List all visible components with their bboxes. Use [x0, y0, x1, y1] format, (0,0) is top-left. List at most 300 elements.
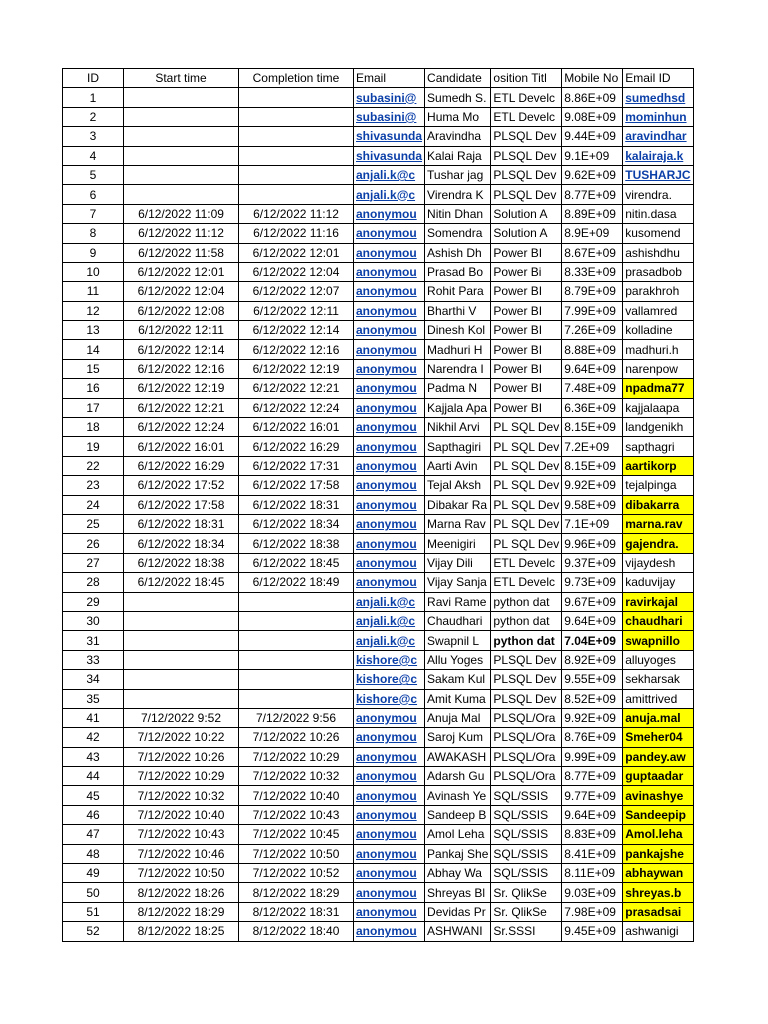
cell-position-title[interactable]: Sr. QlikSe	[491, 902, 562, 921]
cell-start-time[interactable]: 7/12/2022 10:29	[124, 767, 239, 786]
cell-completion-time[interactable]: 7/12/2022 10:26	[239, 728, 354, 747]
cell-candidate[interactable]: Dibakar Ra	[425, 495, 491, 514]
cell-email[interactable]: anonymou	[354, 340, 425, 359]
cell-start-time[interactable]	[124, 689, 239, 708]
cell-email[interactable]: anonymou	[354, 282, 425, 301]
cell-completion-time[interactable]	[239, 670, 354, 689]
cell-mobile-no[interactable]: 8.79E+09	[562, 282, 623, 301]
cell-mobile-no[interactable]: 9.64E+09	[562, 805, 623, 824]
cell-position-title[interactable]: PL SQL Dev	[491, 437, 562, 456]
header-candidate[interactable]: Candidate	[425, 69, 491, 88]
cell-email[interactable]: anonymou	[354, 204, 425, 223]
cell-completion-time[interactable]: 7/12/2022 10:45	[239, 825, 354, 844]
table-row[interactable]	[63, 631, 694, 650]
cell-start-time[interactable]: 6/12/2022 12:24	[124, 418, 239, 437]
cell-completion-time[interactable]	[239, 631, 354, 650]
cell-email[interactable]: anonymou	[354, 553, 425, 572]
cell-email-id[interactable]: aravindhar	[623, 127, 693, 146]
cell-start-time[interactable]: 6/12/2022 12:01	[124, 262, 239, 281]
cell-start-time[interactable]: 6/12/2022 11:12	[124, 224, 239, 243]
cell-start-time[interactable]: 6/12/2022 12:16	[124, 359, 239, 378]
cell-candidate[interactable]: Sumedh S.	[425, 88, 491, 107]
cell-email-id[interactable]: kusomend	[623, 224, 693, 243]
table-row[interactable]	[63, 379, 694, 398]
cell-mobile-no[interactable]: 9.44E+09	[562, 127, 623, 146]
cell-id[interactable]: 44	[63, 767, 124, 786]
cell-position-title[interactable]: SQL/SSIS	[491, 805, 562, 824]
header-start-time[interactable]: Start time	[124, 69, 239, 88]
cell-start-time[interactable]: 6/12/2022 18:31	[124, 514, 239, 533]
cell-position-title[interactable]: ETL Develc	[491, 573, 562, 592]
cell-id[interactable]: 13	[63, 321, 124, 340]
cell-completion-time[interactable]: 8/12/2022 18:29	[239, 883, 354, 902]
cell-mobile-no[interactable]: 9.55E+09	[562, 670, 623, 689]
cell-start-time[interactable]: 7/12/2022 10:26	[124, 747, 239, 766]
cell-id[interactable]: 35	[63, 689, 124, 708]
cell-id[interactable]: 10	[63, 262, 124, 281]
cell-completion-time[interactable]: 7/12/2022 10:40	[239, 786, 354, 805]
cell-email[interactable]: anonymou	[354, 398, 425, 417]
cell-candidate[interactable]: Bharthi V	[425, 301, 491, 320]
cell-email-id[interactable]: kolladine	[623, 321, 693, 340]
cell-start-time[interactable]: 6/12/2022 17:58	[124, 495, 239, 514]
cell-start-time[interactable]: 7/12/2022 10:22	[124, 728, 239, 747]
cell-email[interactable]: anonymou	[354, 786, 425, 805]
cell-completion-time[interactable]: 6/12/2022 11:16	[239, 224, 354, 243]
cell-email[interactable]: anonymou	[354, 379, 425, 398]
cell-start-time[interactable]: 6/12/2022 16:01	[124, 437, 239, 456]
cell-start-time[interactable]	[124, 592, 239, 611]
cell-email[interactable]: anonymou	[354, 844, 425, 863]
cell-id[interactable]: 43	[63, 747, 124, 766]
table-row[interactable]	[63, 437, 694, 456]
cell-candidate[interactable]: Allu Yoges	[425, 650, 491, 669]
cell-email-id[interactable]: parakhroh	[623, 282, 693, 301]
table-row[interactable]	[63, 262, 694, 281]
cell-mobile-no[interactable]: 7.2E+09	[562, 437, 623, 456]
cell-start-time[interactable]	[124, 146, 239, 165]
table-row[interactable]	[63, 204, 694, 223]
cell-email[interactable]: anjali.k@c	[354, 165, 425, 184]
cell-start-time[interactable]: 6/12/2022 12:14	[124, 340, 239, 359]
cell-completion-time[interactable]: 6/12/2022 16:29	[239, 437, 354, 456]
table-row[interactable]	[63, 534, 694, 553]
cell-email[interactable]: anonymou	[354, 573, 425, 592]
table-row[interactable]	[63, 321, 694, 340]
cell-completion-time[interactable]: 6/12/2022 18:34	[239, 514, 354, 533]
cell-candidate[interactable]: Huma Mo	[425, 107, 491, 126]
cell-id[interactable]: 6	[63, 185, 124, 204]
cell-position-title[interactable]: SQL/SSIS	[491, 844, 562, 863]
cell-start-time[interactable]: 6/12/2022 12:04	[124, 282, 239, 301]
cell-email-id[interactable]: aartikorp	[623, 456, 693, 475]
cell-candidate[interactable]: Tushar jag	[425, 165, 491, 184]
cell-completion-time[interactable]: 6/12/2022 12:16	[239, 340, 354, 359]
cell-mobile-no[interactable]: 9.96E+09	[562, 534, 623, 553]
cell-start-time[interactable]: 7/12/2022 10:43	[124, 825, 239, 844]
cell-position-title[interactable]: PLSQL Dev	[491, 185, 562, 204]
table-row[interactable]	[63, 805, 694, 824]
cell-email-id[interactable]: Sandeepip	[623, 805, 693, 824]
cell-completion-time[interactable]: 6/12/2022 12:04	[239, 262, 354, 281]
table-row[interactable]	[63, 592, 694, 611]
cell-mobile-no[interactable]: 8.41E+09	[562, 844, 623, 863]
cell-position-title[interactable]: python dat	[491, 592, 562, 611]
cell-email[interactable]: subasini@	[354, 107, 425, 126]
table-row[interactable]	[63, 127, 694, 146]
cell-mobile-no[interactable]: 8.67E+09	[562, 243, 623, 262]
cell-position-title[interactable]: PLSQL Dev	[491, 146, 562, 165]
cell-candidate[interactable]: Pankaj She	[425, 844, 491, 863]
cell-email-id[interactable]: madhuri.h	[623, 340, 693, 359]
table-row[interactable]	[63, 185, 694, 204]
cell-email-id[interactable]: TUSHARJC	[623, 165, 693, 184]
cell-id[interactable]: 14	[63, 340, 124, 359]
cell-email[interactable]: anonymou	[354, 224, 425, 243]
cell-candidate[interactable]: Virendra K	[425, 185, 491, 204]
cell-mobile-no[interactable]: 8.76E+09	[562, 728, 623, 747]
cell-completion-time[interactable]	[239, 650, 354, 669]
cell-candidate[interactable]: Shreyas Bl	[425, 883, 491, 902]
header-email-id[interactable]: Email ID	[623, 69, 693, 88]
table-row[interactable]	[63, 514, 694, 533]
cell-candidate[interactable]: Adarsh Gu	[425, 767, 491, 786]
cell-candidate[interactable]: Devidas Pr	[425, 902, 491, 921]
cell-id[interactable]: 50	[63, 883, 124, 902]
cell-completion-time[interactable]: 6/12/2022 18:45	[239, 553, 354, 572]
cell-start-time[interactable]: 6/12/2022 16:29	[124, 456, 239, 475]
table-row[interactable]	[63, 767, 694, 786]
table-row[interactable]	[63, 456, 694, 475]
cell-email-id[interactable]: anuja.mal	[623, 708, 693, 727]
cell-email[interactable]: anonymou	[354, 301, 425, 320]
cell-completion-time[interactable]: 6/12/2022 16:01	[239, 418, 354, 437]
cell-mobile-no[interactable]: 8.77E+09	[562, 185, 623, 204]
cell-mobile-no[interactable]: 9.92E+09	[562, 476, 623, 495]
cell-candidate[interactable]: Anuja Mal	[425, 708, 491, 727]
cell-candidate[interactable]: Abhay Wa	[425, 864, 491, 883]
table-row[interactable]	[63, 728, 694, 747]
cell-email[interactable]: shivasunda	[354, 146, 425, 165]
cell-completion-time[interactable]: 7/12/2022 10:50	[239, 844, 354, 863]
cell-email[interactable]: anonymou	[354, 476, 425, 495]
cell-candidate[interactable]: Somendra	[425, 224, 491, 243]
table-row[interactable]	[63, 573, 694, 592]
cell-start-time[interactable]: 7/12/2022 10:46	[124, 844, 239, 863]
cell-start-time[interactable]	[124, 107, 239, 126]
table-row[interactable]	[63, 146, 694, 165]
table-row[interactable]	[63, 922, 694, 941]
cell-candidate[interactable]: Rohit Para	[425, 282, 491, 301]
table-row[interactable]	[63, 476, 694, 495]
cell-email[interactable]: anonymou	[354, 514, 425, 533]
cell-start-time[interactable]: 6/12/2022 11:58	[124, 243, 239, 262]
cell-email-id[interactable]: avinashye	[623, 786, 693, 805]
cell-candidate[interactable]: Sakam Kul	[425, 670, 491, 689]
cell-start-time[interactable]	[124, 631, 239, 650]
cell-mobile-no[interactable]: 9.67E+09	[562, 592, 623, 611]
cell-email[interactable]: anonymou	[354, 418, 425, 437]
cell-email-id[interactable]: guptaadar	[623, 767, 693, 786]
cell-position-title[interactable]: Power BI	[491, 321, 562, 340]
table-row[interactable]	[63, 88, 694, 107]
cell-id[interactable]: 52	[63, 922, 124, 941]
cell-id[interactable]: 5	[63, 165, 124, 184]
cell-mobile-no[interactable]: 9.92E+09	[562, 708, 623, 727]
cell-start-time[interactable]: 7/12/2022 10:32	[124, 786, 239, 805]
cell-start-time[interactable]: 8/12/2022 18:26	[124, 883, 239, 902]
table-row[interactable]	[63, 243, 694, 262]
cell-mobile-no[interactable]: 7.1E+09	[562, 514, 623, 533]
cell-mobile-no[interactable]: 8.77E+09	[562, 767, 623, 786]
cell-position-title[interactable]: PLSQL/Ora	[491, 728, 562, 747]
cell-email-id[interactable]: swapnillo	[623, 631, 693, 650]
cell-email[interactable]: anonymou	[354, 243, 425, 262]
cell-email[interactable]: kishore@c	[354, 650, 425, 669]
cell-position-title[interactable]: PLSQL/Ora	[491, 708, 562, 727]
cell-email-id[interactable]: abhaywan	[623, 864, 693, 883]
cell-position-title[interactable]: PL SQL Dev	[491, 418, 562, 437]
cell-email-id[interactable]: dibakarra	[623, 495, 693, 514]
cell-candidate[interactable]: Vijay Sanja	[425, 573, 491, 592]
cell-email[interactable]: anonymou	[354, 825, 425, 844]
cell-start-time[interactable]: 6/12/2022 11:09	[124, 204, 239, 223]
cell-id[interactable]: 3	[63, 127, 124, 146]
cell-email-id[interactable]: chaudhari	[623, 611, 693, 630]
cell-position-title[interactable]: python dat	[491, 631, 562, 650]
cell-position-title[interactable]: SQL/SSIS	[491, 786, 562, 805]
table-row[interactable]	[63, 553, 694, 572]
cell-completion-time[interactable]: 7/12/2022 10:29	[239, 747, 354, 766]
cell-id[interactable]: 19	[63, 437, 124, 456]
cell-position-title[interactable]: Power BI	[491, 359, 562, 378]
cell-completion-time[interactable]: 8/12/2022 18:31	[239, 902, 354, 921]
cell-email-id[interactable]: nitin.dasa	[623, 204, 693, 223]
cell-position-title[interactable]: Power BI	[491, 243, 562, 262]
cell-start-time[interactable]: 6/12/2022 17:52	[124, 476, 239, 495]
header-id[interactable]: ID	[63, 69, 124, 88]
cell-mobile-no[interactable]: 8.86E+09	[562, 88, 623, 107]
cell-completion-time[interactable]: 8/12/2022 18:40	[239, 922, 354, 941]
cell-email-id[interactable]: landgenikh	[623, 418, 693, 437]
cell-start-time[interactable]: 6/12/2022 12:11	[124, 321, 239, 340]
cell-email[interactable]: anonymou	[354, 534, 425, 553]
cell-mobile-no[interactable]: 8.9E+09	[562, 224, 623, 243]
cell-id[interactable]: 25	[63, 514, 124, 533]
table-row[interactable]	[63, 670, 694, 689]
cell-email[interactable]: anonymou	[354, 864, 425, 883]
cell-candidate[interactable]: Padma N	[425, 379, 491, 398]
cell-position-title[interactable]: PL SQL Dev	[491, 514, 562, 533]
cell-email[interactable]: anonymou	[354, 902, 425, 921]
cell-position-title[interactable]: Sr.SSSI	[491, 922, 562, 941]
cell-start-time[interactable]: 8/12/2022 18:29	[124, 902, 239, 921]
cell-id[interactable]: 22	[63, 456, 124, 475]
cell-completion-time[interactable]	[239, 88, 354, 107]
cell-position-title[interactable]: PL SQL Dev	[491, 534, 562, 553]
cell-candidate[interactable]: Vijay Dili	[425, 553, 491, 572]
cell-candidate[interactable]: Prasad Bo	[425, 262, 491, 281]
cell-email[interactable]: anonymou	[354, 495, 425, 514]
cell-mobile-no[interactable]: 9.45E+09	[562, 922, 623, 941]
cell-start-time[interactable]: 7/12/2022 10:50	[124, 864, 239, 883]
cell-mobile-no[interactable]: 8.88E+09	[562, 340, 623, 359]
cell-position-title[interactable]: ETL Develc	[491, 553, 562, 572]
cell-start-time[interactable]: 8/12/2022 18:25	[124, 922, 239, 941]
cell-email-id[interactable]: gajendra.	[623, 534, 693, 553]
cell-completion-time[interactable]: 6/12/2022 18:49	[239, 573, 354, 592]
cell-email-id[interactable]: pandey.aw	[623, 747, 693, 766]
cell-mobile-no[interactable]: 8.52E+09	[562, 689, 623, 708]
cell-id[interactable]: 15	[63, 359, 124, 378]
cell-id[interactable]: 28	[63, 573, 124, 592]
cell-completion-time[interactable]: 6/12/2022 12:24	[239, 398, 354, 417]
cell-start-time[interactable]: 7/12/2022 9:52	[124, 708, 239, 727]
header-completion-time[interactable]: Completion time	[239, 69, 354, 88]
cell-candidate[interactable]: Swapnil L	[425, 631, 491, 650]
cell-candidate[interactable]: Sandeep B	[425, 805, 491, 824]
cell-start-time[interactable]: 6/12/2022 18:38	[124, 553, 239, 572]
cell-email[interactable]: kishore@c	[354, 670, 425, 689]
cell-email-id[interactable]: ashwanigi	[623, 922, 693, 941]
table-row[interactable]	[63, 398, 694, 417]
table-row[interactable]	[63, 864, 694, 883]
cell-id[interactable]: 16	[63, 379, 124, 398]
cell-id[interactable]: 4	[63, 146, 124, 165]
cell-email-id[interactable]: Smeher04	[623, 728, 693, 747]
cell-email[interactable]: anjali.k@c	[354, 592, 425, 611]
cell-id[interactable]: 8	[63, 224, 124, 243]
table-row[interactable]	[63, 786, 694, 805]
cell-mobile-no[interactable]: 9.03E+09	[562, 883, 623, 902]
cell-position-title[interactable]: Solution A	[491, 204, 562, 223]
cell-mobile-no[interactable]: 7.98E+09	[562, 902, 623, 921]
cell-email-id[interactable]: sekharsak	[623, 670, 693, 689]
cell-completion-time[interactable]: 7/12/2022 10:32	[239, 767, 354, 786]
cell-email-id[interactable]: pankajshe	[623, 844, 693, 863]
table-row[interactable]	[63, 495, 694, 514]
cell-mobile-no[interactable]: 8.11E+09	[562, 864, 623, 883]
cell-id[interactable]: 7	[63, 204, 124, 223]
cell-email-id[interactable]: Amol.leha	[623, 825, 693, 844]
cell-mobile-no[interactable]: 8.92E+09	[562, 650, 623, 669]
cell-completion-time[interactable]	[239, 611, 354, 630]
cell-mobile-no[interactable]: 9.64E+09	[562, 611, 623, 630]
table-row[interactable]	[63, 282, 694, 301]
cell-email[interactable]: anjali.k@c	[354, 631, 425, 650]
cell-mobile-no[interactable]: 9.08E+09	[562, 107, 623, 126]
cell-candidate[interactable]: Saroj Kum	[425, 728, 491, 747]
cell-completion-time[interactable]: 6/12/2022 12:21	[239, 379, 354, 398]
table-row[interactable]	[63, 224, 694, 243]
cell-position-title[interactable]: PL SQL Dev	[491, 456, 562, 475]
cell-position-title[interactable]: PLSQL Dev	[491, 650, 562, 669]
cell-email-id[interactable]: sumedhsd	[623, 88, 693, 107]
cell-start-time[interactable]: 7/12/2022 10:40	[124, 805, 239, 824]
cell-mobile-no[interactable]: 7.04E+09	[562, 631, 623, 650]
cell-id[interactable]: 24	[63, 495, 124, 514]
cell-id[interactable]: 17	[63, 398, 124, 417]
table-row[interactable]	[63, 107, 694, 126]
cell-candidate[interactable]: Avinash Ye	[425, 786, 491, 805]
cell-email-id[interactable]: virendra.	[623, 185, 693, 204]
cell-completion-time[interactable]	[239, 146, 354, 165]
cell-email-id[interactable]: kalairaja.k	[623, 146, 693, 165]
cell-position-title[interactable]: ETL Develc	[491, 107, 562, 126]
cell-completion-time[interactable]: 6/12/2022 12:19	[239, 359, 354, 378]
cell-candidate[interactable]: ASHWANI	[425, 922, 491, 941]
cell-start-time[interactable]: 6/12/2022 12:08	[124, 301, 239, 320]
cell-email[interactable]: kishore@c	[354, 689, 425, 708]
cell-position-title[interactable]: PLSQL/Ora	[491, 767, 562, 786]
cell-email[interactable]: anonymou	[354, 805, 425, 824]
cell-mobile-no[interactable]: 9.64E+09	[562, 359, 623, 378]
cell-start-time[interactable]	[124, 670, 239, 689]
table-row[interactable]	[63, 650, 694, 669]
table-row[interactable]	[63, 340, 694, 359]
cell-completion-time[interactable]: 6/12/2022 12:11	[239, 301, 354, 320]
cell-id[interactable]: 11	[63, 282, 124, 301]
cell-email-id[interactable]: prasadsai	[623, 902, 693, 921]
cell-completion-time[interactable]	[239, 107, 354, 126]
cell-position-title[interactable]: Sr. QlikSe	[491, 883, 562, 902]
cell-position-title[interactable]: SQL/SSIS	[491, 864, 562, 883]
cell-candidate[interactable]: Dinesh Kol	[425, 321, 491, 340]
table-row[interactable]	[63, 747, 694, 766]
cell-email-id[interactable]: kajjalaapa	[623, 398, 693, 417]
cell-position-title[interactable]: PLSQL Dev	[491, 670, 562, 689]
cell-candidate[interactable]: Ashish Dh	[425, 243, 491, 262]
cell-candidate[interactable]: Chaudhari	[425, 611, 491, 630]
table-row[interactable]	[63, 165, 694, 184]
cell-candidate[interactable]: Madhuri H	[425, 340, 491, 359]
cell-email-id[interactable]: prasadbob	[623, 262, 693, 281]
cell-id[interactable]: 47	[63, 825, 124, 844]
cell-email-id[interactable]: kaduvijay	[623, 573, 693, 592]
table-row[interactable]	[63, 611, 694, 630]
cell-id[interactable]: 26	[63, 534, 124, 553]
cell-id[interactable]: 1	[63, 88, 124, 107]
cell-email[interactable]: anonymou	[354, 321, 425, 340]
cell-email[interactable]: anjali.k@c	[354, 185, 425, 204]
table-row[interactable]	[63, 689, 694, 708]
cell-email[interactable]: anonymou	[354, 708, 425, 727]
cell-completion-time[interactable]: 6/12/2022 18:38	[239, 534, 354, 553]
cell-email[interactable]: anonymou	[354, 883, 425, 902]
cell-email-id[interactable]: mominhun	[623, 107, 693, 126]
cell-id[interactable]: 33	[63, 650, 124, 669]
cell-id[interactable]: 2	[63, 107, 124, 126]
cell-start-time[interactable]: 6/12/2022 12:21	[124, 398, 239, 417]
cell-start-time[interactable]	[124, 88, 239, 107]
cell-email[interactable]: anonymou	[354, 747, 425, 766]
cell-position-title[interactable]: python dat	[491, 611, 562, 630]
cell-completion-time[interactable]: 6/12/2022 12:01	[239, 243, 354, 262]
cell-mobile-no[interactable]: 9.99E+09	[562, 747, 623, 766]
header-position-title[interactable]: osition Titl	[491, 69, 562, 88]
cell-completion-time[interactable]: 6/12/2022 17:31	[239, 456, 354, 475]
cell-start-time[interactable]: 6/12/2022 12:19	[124, 379, 239, 398]
cell-email[interactable]: shivasunda	[354, 127, 425, 146]
cell-candidate[interactable]: Ravi Rame	[425, 592, 491, 611]
cell-completion-time[interactable]	[239, 689, 354, 708]
cell-email[interactable]: anonymou	[354, 359, 425, 378]
cell-mobile-no[interactable]: 9.1E+09	[562, 146, 623, 165]
table-row[interactable]	[63, 418, 694, 437]
cell-email[interactable]: anonymou	[354, 728, 425, 747]
cell-email-id[interactable]: marna.rav	[623, 514, 693, 533]
cell-email-id[interactable]: ashishdhu	[623, 243, 693, 262]
